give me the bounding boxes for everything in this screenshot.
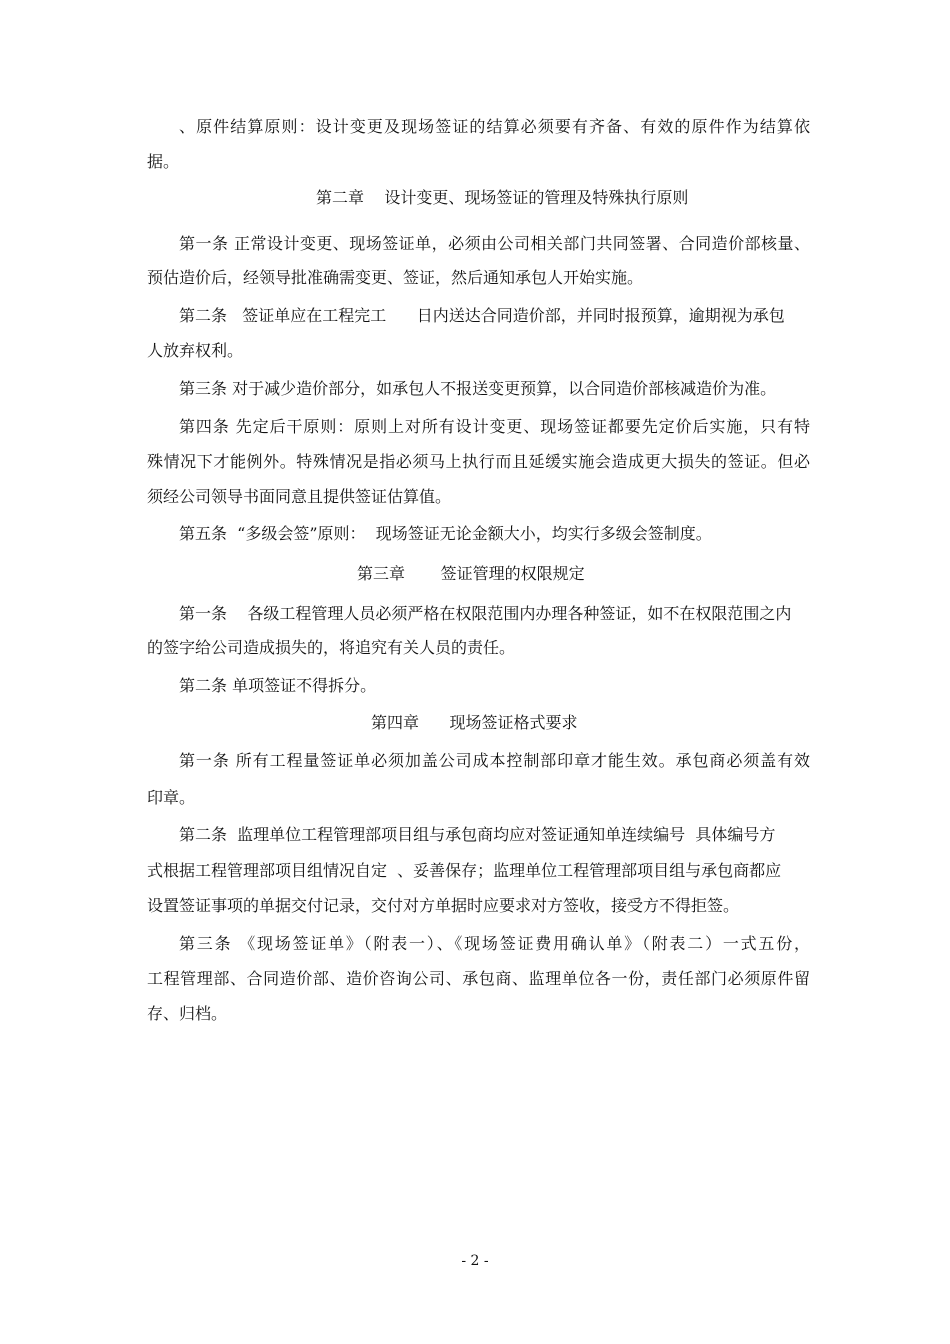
c4-article-1-line-1: 第一条 所有工程量签证单必须加盖公司成本控制部印章才能生效。承包商必须盖有效 — [179, 751, 810, 770]
c4-article-2-line-1: 第二条 监理单位工程管理部项目组与承包商均应对签证通知单连续编号 具体编号方 — [179, 825, 776, 844]
c3-article-2: 第二条 单项签证不得拆分。 — [179, 676, 377, 695]
c4-article-2-line-3: 设置签证事项的单据交付记录，交付对方单据时应要求对方签收，接受方不得拒签。 — [147, 896, 740, 915]
c4-article-1-line-2: 印章。 — [147, 788, 196, 807]
c2-article-4-line-3: 须经公司领导书面同意且提供签证估算值。 — [147, 487, 452, 506]
paragraph-settlement-line-1: 、原件结算原则：设计变更及现场签证的结算必须要有齐备、有效的原件作为结算依 — [179, 117, 810, 136]
page-number: - 2 - — [461, 1253, 489, 1269]
c2-article-4-line-1: 第四条 先定后干原则：原则上对所有设计变更、现场签证都要先定价后实施，只有特 — [179, 417, 810, 436]
c2-article-1-line-1: 第一条 正常设计变更、现场签证单，必须由公司相关部门共同签署、合同造价部核量、 — [179, 234, 810, 253]
c4-article-3-line-2: 工程管理部、合同造价部、造价咨询公司、承包商、监理单位各一份，责任部门必须原件留 — [147, 969, 810, 988]
c4-article-2-line-2: 式根据工程管理部项目组情况自定 、妥善保存；监理单位工程管理部项目组与承包商都应 — [147, 861, 782, 880]
c3-article-1-line-1: 第一条 各级工程管理人员必须严格在权限范围内办理各种签证，如不在权限范围之内 — [179, 604, 792, 623]
c4-article-3-line-1: 第三条 《现场签证单》（附表一）、《现场签证费用确认单》（附表二）一式五份， — [179, 934, 810, 953]
chapter-2-heading: 第二章 设计变更、现场签证的管理及特殊执行原则 — [316, 188, 689, 207]
c2-article-5: 第五条 “多级会签”原则： 现场签证无论金额大小，均实行多级会签制度。 — [179, 524, 712, 543]
c2-article-2-line-2: 人放弃权利。 — [147, 341, 244, 360]
chapter-4-heading: 第四章 现场签证格式要求 — [371, 713, 578, 732]
paragraph-settlement-line-2: 据。 — [147, 152, 180, 171]
c2-article-2-line-1: 第二条 签证单应在工程完工 日内送达合同造价部，并同时报预算，逾期视为承包 — [179, 306, 785, 325]
chapter-3-heading: 第三章 签证管理的权限规定 — [357, 564, 585, 583]
c2-article-3: 第三条 对于减少造价部分，如承包人不报送变更预算，以合同造价部核减造价为准。 — [179, 379, 777, 398]
c2-article-4-line-2: 殊情况下才能例外。特殊情况是指必须马上执行而且延缓实施会造成更大损失的签证。但必 — [147, 452, 810, 471]
c3-article-1-line-2: 的签字给公司造成损失的，将追究有关人员的责任。 — [147, 638, 516, 657]
c4-article-3-line-3: 存、归档。 — [147, 1004, 228, 1023]
c2-article-1-line-2: 预估造价后，经领导批准确需变更、签证，然后通知承包人开始实施。 — [147, 268, 644, 287]
